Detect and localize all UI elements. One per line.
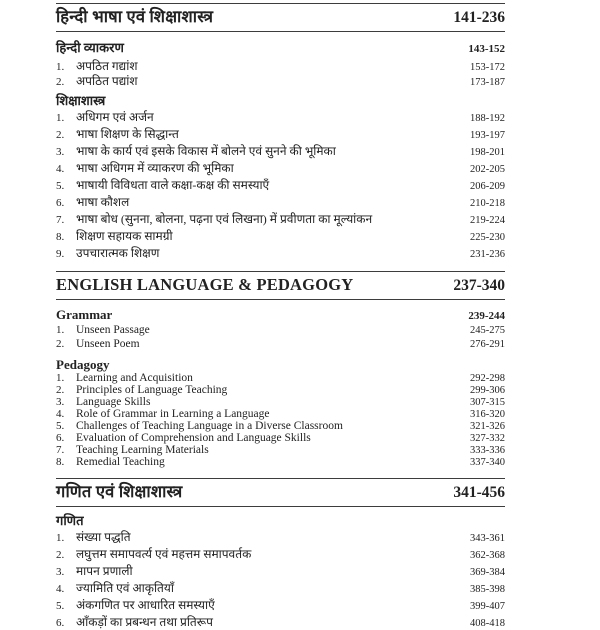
toc-item xyxy=(56,613,505,630)
subsection xyxy=(56,513,505,630)
item-number: 2. xyxy=(56,129,65,141)
item-pages: 337-340 xyxy=(470,457,505,468)
toc-item xyxy=(56,244,505,261)
toc-item xyxy=(56,372,505,384)
item-number: 2. xyxy=(56,76,65,88)
item-pages: 385-398 xyxy=(470,584,505,595)
item-pages: 292-298 xyxy=(470,373,505,384)
toc-item xyxy=(56,545,505,562)
item-pages: 231-236 xyxy=(470,249,505,260)
toc-item xyxy=(56,420,505,432)
toc-item xyxy=(56,142,505,159)
item-number: 6. xyxy=(56,197,65,209)
toc-item xyxy=(56,159,505,176)
item-label: Language Skills xyxy=(76,396,151,408)
item-pages: 408-418 xyxy=(470,618,505,629)
item-number: 6. xyxy=(56,432,65,444)
section-title: हिन्दी भाषा एवं शिक्षाशास्त्र xyxy=(56,7,214,26)
item-number: 4. xyxy=(56,163,65,175)
item-label: भाषा बोध (सुनना, बोलना, पढ़ना एवं लिखना) में प्रवीणता का मूल्यांकन xyxy=(76,212,373,226)
item-number: 3. xyxy=(56,396,65,408)
toc-item xyxy=(56,528,505,545)
item-number: 5. xyxy=(56,600,65,612)
item-pages: 210-218 xyxy=(470,198,505,209)
section-pages: 141-236 xyxy=(453,9,505,26)
subsection-header xyxy=(56,40,505,57)
subsection xyxy=(56,357,505,468)
item-pages: 193-197 xyxy=(470,130,505,141)
item-label: Learning and Acquisition xyxy=(76,372,193,384)
subsection-title: Grammar xyxy=(56,307,113,322)
item-number: 2. xyxy=(56,549,65,561)
item-label: भाषा के कार्य एवं इसके विकास में बोलने एवं सुनने की भूमिका xyxy=(76,144,336,158)
item-pages: 202-205 xyxy=(470,164,505,175)
subsection xyxy=(56,307,505,351)
subsection-items xyxy=(56,57,505,87)
toc-item xyxy=(56,210,505,227)
item-number: 3. xyxy=(56,146,65,158)
toc-item xyxy=(56,193,505,210)
item-number: 8. xyxy=(56,231,65,243)
item-label: अपठित पद्यांश xyxy=(76,74,138,88)
toc-section xyxy=(56,478,505,630)
subsection-items xyxy=(56,324,505,351)
toc-item xyxy=(56,125,505,142)
toc-item xyxy=(56,176,505,193)
item-label: Unseen Passage xyxy=(76,324,150,336)
toc-item xyxy=(56,562,505,579)
item-label: अंकगणित पर आधारित समस्याएँ xyxy=(76,598,215,612)
item-pages: 225-230 xyxy=(470,232,505,243)
toc-item xyxy=(56,444,505,456)
item-label: Unseen Poem xyxy=(76,337,140,350)
section-header xyxy=(56,271,505,300)
item-number: 2. xyxy=(56,384,65,396)
item-number: 3. xyxy=(56,566,65,578)
item-number: 8. xyxy=(56,456,65,468)
item-number: 1. xyxy=(56,372,65,384)
item-pages: 321-326 xyxy=(470,421,505,432)
item-label: Teaching Learning Materials xyxy=(76,444,209,456)
section-header xyxy=(56,3,505,32)
toc-item xyxy=(56,338,505,352)
item-label: शिक्षण सहायक सामग्री xyxy=(76,229,173,243)
subsection-header xyxy=(56,307,505,324)
subsection-header xyxy=(56,93,505,108)
item-number: 4. xyxy=(56,583,65,595)
item-pages: 327-332 xyxy=(470,433,505,444)
item-pages: 245-275 xyxy=(470,325,505,336)
item-number: 4. xyxy=(56,408,65,420)
subsection-items xyxy=(56,528,505,630)
section-title: ENGLISH LANGUAGE & PEDAGOGY xyxy=(56,275,354,294)
item-label: Role of Grammar in Learning a Language xyxy=(76,408,270,420)
item-pages: 153-172 xyxy=(470,62,505,73)
item-pages: 369-384 xyxy=(470,567,505,578)
item-number: 1. xyxy=(56,61,65,73)
item-label: भाषायी विविधता वाले कक्षा-कक्ष की समस्याएँ xyxy=(76,178,270,192)
item-pages: 399-407 xyxy=(470,601,505,612)
item-pages: 316-320 xyxy=(470,409,505,420)
item-number: 7. xyxy=(56,214,65,226)
item-label: उपचारात्मक शिक्षण xyxy=(76,246,160,260)
item-label: भाषा कौशल xyxy=(76,195,130,209)
toc-item xyxy=(56,384,505,396)
subsection-pages: 143-152 xyxy=(468,43,505,55)
toc-item xyxy=(56,432,505,444)
subsection-header xyxy=(56,513,505,528)
item-pages: 343-361 xyxy=(470,533,505,544)
item-pages: 219-224 xyxy=(470,215,505,226)
item-number: 1. xyxy=(56,532,65,544)
toc-item xyxy=(56,596,505,613)
subsection xyxy=(56,93,505,261)
section-header xyxy=(56,478,505,507)
toc-item xyxy=(56,108,505,125)
item-number: 1. xyxy=(56,324,65,336)
subsection-title: Pedagogy xyxy=(56,357,110,372)
item-label: Remedial Teaching xyxy=(76,456,165,468)
item-label: लघुत्तम समापवर्त्य एवं महत्तम समापवर्तक xyxy=(76,547,252,561)
item-number: 5. xyxy=(56,180,65,192)
item-label: अधिगम एवं अर्जन xyxy=(76,110,154,124)
item-label: Challenges of Teaching Language in a Diverse Classroom xyxy=(76,420,343,432)
toc-section xyxy=(56,3,505,261)
subsection-items xyxy=(56,108,505,261)
toc-item xyxy=(56,579,505,596)
item-pages: 206-209 xyxy=(470,181,505,192)
subsection-title: हिन्दी व्याकरण xyxy=(56,40,124,55)
item-number: 6. xyxy=(56,617,65,629)
item-number: 1. xyxy=(56,112,65,124)
item-pages: 198-201 xyxy=(470,147,505,158)
item-number: 9. xyxy=(56,248,65,260)
item-pages: 333-336 xyxy=(470,445,505,456)
subsection xyxy=(56,40,505,87)
toc-section xyxy=(56,271,505,468)
toc-item xyxy=(56,72,505,87)
item-label: भाषा शिक्षण के सिद्धान्त xyxy=(76,127,179,141)
item-label: Principles of Language Teaching xyxy=(76,384,228,396)
subsection-title: शिक्षाशास्त्र xyxy=(56,93,106,108)
subsection-pages: 239-244 xyxy=(468,310,505,322)
item-pages: 299-306 xyxy=(470,385,505,396)
toc-item xyxy=(56,324,505,338)
subsection-header xyxy=(56,357,505,372)
toc-item xyxy=(56,57,505,72)
item-label: Evaluation of Comprehension and Language Skills xyxy=(76,432,311,444)
section-title: गणित एवं शिक्षाशास्त्र xyxy=(56,482,183,501)
item-label: मापन प्रणाली xyxy=(76,564,133,578)
section-pages: 341-456 xyxy=(453,484,505,501)
item-label: आँकड़ों का प्रबन्धन तथा प्रतिरूप xyxy=(76,615,213,629)
item-pages: 276-291 xyxy=(470,338,505,350)
item-pages: 307-315 xyxy=(470,397,505,408)
item-label: अपठित गद्यांश xyxy=(76,59,138,73)
item-pages: 362-368 xyxy=(470,550,505,561)
subsection-title: गणित xyxy=(56,513,84,528)
item-pages: 173-187 xyxy=(470,77,505,88)
toc-item xyxy=(56,227,505,244)
item-number: 2. xyxy=(56,337,65,350)
subsection-items xyxy=(56,372,505,468)
item-label: भाषा अधिगम में व्याकरण की भूमिका xyxy=(76,161,234,175)
toc-item xyxy=(56,456,505,468)
item-label: ज्यामिति एवं आकृतियाँ xyxy=(76,581,174,595)
item-label: संख्या पद्धति xyxy=(76,530,131,544)
item-number: 5. xyxy=(56,420,65,432)
section-pages: 237-340 xyxy=(453,277,505,294)
toc-item xyxy=(56,408,505,420)
item-pages: 188-192 xyxy=(470,113,505,124)
item-number: 7. xyxy=(56,444,65,456)
toc-item xyxy=(56,396,505,408)
